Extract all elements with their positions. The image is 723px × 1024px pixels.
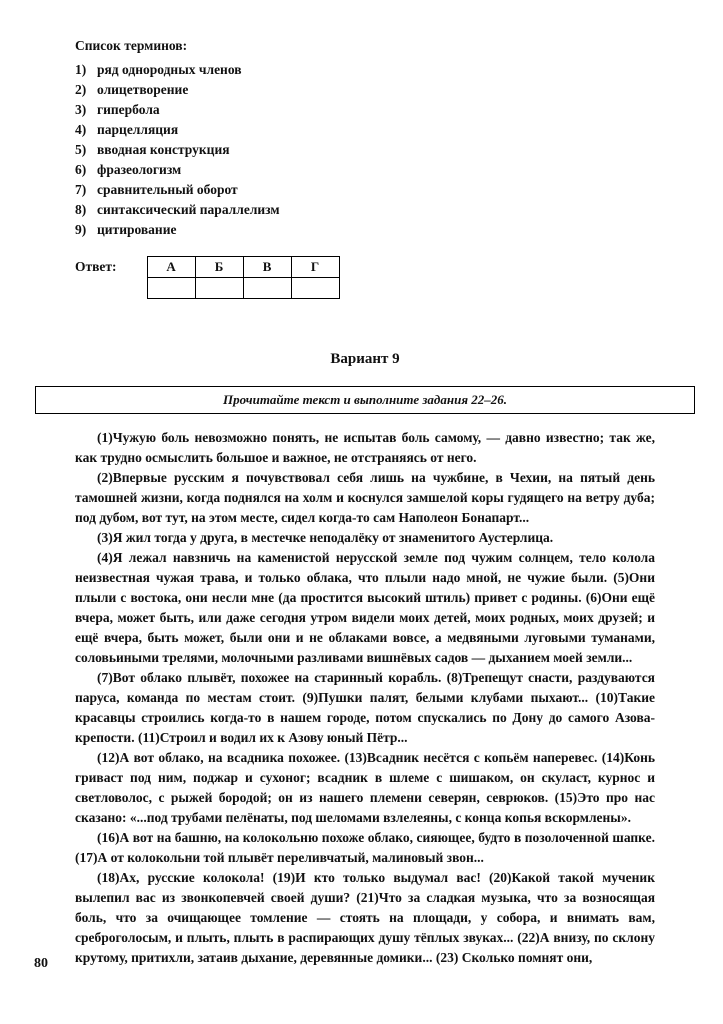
terms-list-item xyxy=(75,160,655,180)
paragraph: (18)Ах, русские колокола! (19)И кто только выдумал вас! (20)Какой такой мученик вылепил вас из звонкопевчей своей души? (21)Что за сладкая музыка, что за возносящая боль, что за очищающее томление — стоять на площади, у собора, и внимать вам, среброголосым, и плыть, плыть в распирающих душу тёплых звуках... (22)А внизу, по склону крутому, притихли, затаив дыхание, деревянные домики... (23) Сколько помнят они, xyxy=(75,870,655,965)
reading-text xyxy=(75,428,655,968)
answer-cell xyxy=(291,278,339,299)
terms-list-item xyxy=(75,80,655,100)
terms-list-item xyxy=(75,100,655,120)
terms-list-item xyxy=(75,200,655,220)
term-number: 3) xyxy=(75,102,87,117)
answer-cell xyxy=(243,278,291,299)
term-number: 2) xyxy=(75,82,87,97)
paragraph: (1)Чужую боль невозможно понять, не испытав боль самому, — давно известно; так же, как трудно осмыслить большое и важное, не отстраняясь от него. xyxy=(75,430,655,465)
term-label: гипербола xyxy=(97,102,160,117)
paragraph: (3)Я жил тогда у друга, в местечке неподалёку от знаменитого Аустерлица. xyxy=(97,530,554,545)
terms-list xyxy=(75,60,655,240)
instruction-box xyxy=(35,386,695,414)
term-number: 4) xyxy=(75,122,87,137)
terms-list-item xyxy=(75,60,655,80)
page-number: 80 xyxy=(34,956,48,971)
paragraph: (16)А вот на башню, на колокольню похоже облако, сияющее, будто в позолоченной шапке. (17)А от колокольни той плывёт переливчатый, малиновый звон... xyxy=(75,830,655,865)
term-label: олицетворение xyxy=(97,82,189,97)
terms-list-item xyxy=(75,140,655,160)
term-label: вводная конструкция xyxy=(97,142,230,157)
paragraph: (4)Я лежал навзничь на каменистой нерусской земле под чужим солнцем, тело колола неизвестная чужая трава, и только облака, что плыли надо мной, не чужие были. (5)Они плыли с востока, они несли мне (да простится высокий штиль) привет с родины. (6)Они ещё вчера, может быть, или даже сегодня утром видели моих детей, моих родных, моих друзей; и ещё вчера, быть может, были они и не облаками вовсе, а медвяными луговыми туманами, соловьиными трелями, молочными разливами вишнёвых садов — дыханием моей земли... xyxy=(75,550,655,665)
variant-title: Вариант 9 xyxy=(330,351,400,367)
paragraph: (2)Впервые русским я почувствовал себя лишь на чужбине, в Чехии, на пятый день тамошней жизни, когда поднялся на холм и коснулся замшелой коры гудящего на ветру дуба; под дубом, вот тут, на этом месте, сидел когда-то сам Наполеон Бонапарт... xyxy=(75,470,655,525)
term-label: фразеологизм xyxy=(97,162,182,177)
term-number: 1) xyxy=(75,62,87,77)
term-label: синтаксический параллелизм xyxy=(97,202,280,217)
term-label: ряд однородных членов xyxy=(97,62,242,77)
term-label: сравнительный оборот xyxy=(97,182,238,197)
paragraph: (7)Вот облако плывёт, похожее на старинный корабль. (8)Трепещут снасти, раздуваются паруса, команда по местам стоит. (9)Пушки палят, белыми клубами пыхают... (10)Такие красавцы строились когда-то в нашем городе, потом спускались по Дону до самого Азова-крепости. (11)Строил и водил их к Азову юный Пётр... xyxy=(75,670,655,745)
terms-list-item xyxy=(75,120,655,140)
answer-column-header: Г xyxy=(291,257,339,278)
answer-column-header: В xyxy=(243,257,291,278)
terms-list-item xyxy=(75,220,655,240)
answer-block xyxy=(75,256,655,299)
term-number: 6) xyxy=(75,162,87,177)
answer-label: Ответ: xyxy=(75,259,117,274)
answer-column-header: Б xyxy=(195,257,243,278)
term-number: 5) xyxy=(75,142,87,157)
instruction-text: Прочитайте текст и выполните задания 22–26. xyxy=(222,392,508,407)
answer-column-header: А xyxy=(147,257,195,278)
answer-table-value-row xyxy=(147,278,339,299)
terms-list-item xyxy=(75,180,655,200)
term-label: цитирование xyxy=(97,222,177,237)
page-content xyxy=(75,38,655,968)
term-number: 9) xyxy=(75,222,87,237)
term-number: 8) xyxy=(75,202,87,217)
answer-table-header-row xyxy=(147,257,339,278)
paragraph: (12)А вот облако, на всадника похожее. (13)Всадник несётся с копьём наперевес. (14)Конь гриваст под ним, поджар и сухоног; всадник в шлеме с шишаком, он скуласт, курнос и светловолос, с рыжей бородой; он из нашего племени северян, севрюков. (15)Это про нас сказано: «...под трубами пелёнаты, под шеломами взлелеяны, с конца копья вскормлены». xyxy=(75,750,655,825)
term-number: 7) xyxy=(75,182,87,197)
terms-list-title: Список терминов: xyxy=(75,38,188,53)
answer-table xyxy=(147,256,340,299)
answer-cell xyxy=(195,278,243,299)
answer-cell xyxy=(147,278,195,299)
term-label: парцелляция xyxy=(97,122,179,137)
